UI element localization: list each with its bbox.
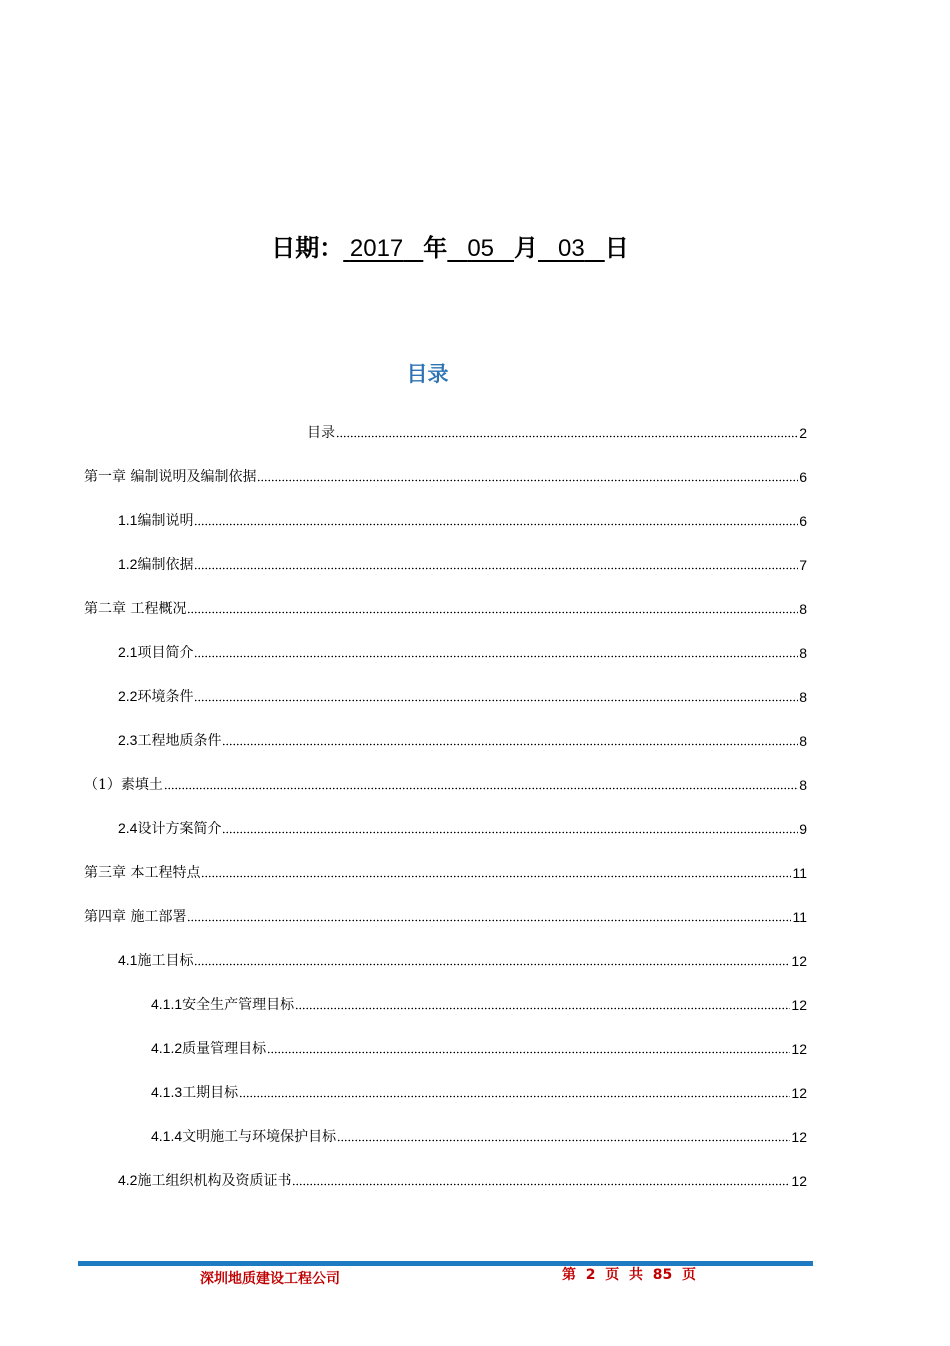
toc-entry[interactable] (307, 418, 807, 442)
toc-entry[interactable] (84, 462, 807, 486)
toc-entry[interactable]: 4.1施工目标 12 (118, 952, 807, 969)
toc-entry-title: 编制依据 (137, 557, 194, 573)
footer-page-number: 第 2 页 共 85 页 (562, 1267, 696, 1283)
toc-entry-title: 第三章 本工程特点 (84, 865, 201, 881)
toc-entry-page: 11 (792, 909, 807, 925)
toc-entry-page: 6 (799, 513, 807, 529)
toc-leader (164, 787, 798, 790)
date-day-unit: 日 (604, 234, 629, 262)
toc-entry-title: （1）素填土 (84, 777, 163, 793)
toc-entry-page: 11 (792, 865, 807, 881)
toc-entry[interactable]: 2.3工程地质条件 8 (118, 732, 807, 749)
toc-entry-title: 文明施工与环境保护目标 (182, 1129, 337, 1145)
toc-entry[interactable]: 1.1编制说明 6 (118, 512, 807, 529)
toc-entry-title: 工程地质条件 (137, 733, 222, 749)
date-label: 日期： (271, 234, 344, 262)
toc-entry-page: 12 (791, 953, 807, 969)
toc-leader (201, 875, 791, 878)
toc-entry-page: 12 (791, 1173, 807, 1189)
toc-entry-page: 8 (799, 777, 807, 793)
toc-entry-title: 质量管理目标 (182, 1041, 267, 1057)
toc-entry[interactable]: 2.1项目简介 8 (118, 644, 807, 661)
toc-leader (194, 567, 798, 570)
toc-entry-page: 8 (799, 601, 807, 617)
toc-leader (222, 743, 798, 746)
toc-entry-title: 第二章 工程概况 (84, 601, 187, 617)
toc-entry[interactable] (84, 858, 807, 882)
toc-heading: 目录 (406, 362, 449, 386)
toc-entry[interactable]: 4.1.3工期目标 12 (151, 1084, 807, 1101)
toc-entry-title: 设计方案简介 (137, 821, 222, 837)
toc-entry[interactable] (84, 770, 807, 794)
toc-entry-title: 目录 (307, 425, 335, 441)
toc-leader (292, 1183, 790, 1186)
toc-entry-page: 8 (799, 689, 807, 705)
date-line (0, 228, 900, 263)
toc-entry-page: 12 (791, 1129, 807, 1145)
toc-entry-page: 12 (791, 1041, 807, 1057)
toc-leader (194, 655, 798, 658)
toc-entry-page: 8 (799, 733, 807, 749)
toc-entry-page: 12 (791, 1085, 807, 1101)
toc-entry[interactable]: 4.1.1安全生产管理目标 12 (151, 996, 807, 1013)
toc-leader (187, 611, 798, 614)
toc-leader (337, 1139, 790, 1142)
toc-entry[interactable]: 1.2编制依据 7 (118, 556, 807, 573)
toc-leader (194, 523, 798, 526)
toc-entry-title: 第一章 编制说明及编制依据 (84, 469, 257, 485)
toc-entry-page: 2 (799, 425, 807, 441)
toc-entry-page: 8 (799, 645, 807, 661)
date-month: 05 (467, 235, 495, 262)
toc-leader (336, 435, 798, 438)
toc-leader (267, 1051, 790, 1054)
toc-entry-title: 项目简介 (137, 645, 194, 661)
toc-entry-title: 施工目标 (137, 953, 194, 969)
toc-entry-page: 7 (799, 557, 807, 573)
toc-entry-page: 6 (799, 469, 807, 485)
toc-entry-page: 12 (791, 997, 807, 1013)
toc-entry[interactable]: 4.1.2质量管理目标 12 (151, 1040, 807, 1057)
toc-leader (222, 831, 798, 834)
toc-leader (187, 919, 791, 922)
toc-leader (257, 479, 798, 482)
toc-leader (194, 699, 798, 702)
toc-entry-title: 工期目标 (182, 1085, 239, 1101)
toc-entry[interactable] (84, 594, 807, 618)
date-year-unit: 年 (423, 234, 448, 262)
footer-company: 深圳地质建设工程公司 (200, 1271, 340, 1287)
toc-entry-page: 9 (799, 821, 807, 837)
toc-entry-title: 第四章 施工部署 (84, 909, 187, 925)
toc-leader (239, 1095, 790, 1098)
toc-entry-title: 安全生产管理目标 (182, 997, 295, 1013)
date-day: 03 (558, 235, 585, 262)
toc-entry[interactable]: 4.2施工组织机构及资质证书 12 (118, 1172, 807, 1189)
toc-entry-title: 环境条件 (137, 689, 194, 705)
toc-entry[interactable] (84, 902, 807, 926)
toc-entry-title: 编制说明 (137, 513, 194, 529)
toc-entry-title: 施工组织机构及资质证书 (137, 1173, 292, 1189)
toc-entry[interactable]: 2.4设计方案简介 9 (118, 820, 807, 837)
date-year: 2017 (349, 235, 404, 262)
toc-leader (295, 1007, 790, 1010)
toc-entry[interactable]: 4.1.4文明施工与环境保护目标 12 (151, 1128, 807, 1145)
toc-entry[interactable]: 2.2环境条件 8 (118, 688, 807, 705)
date-month-unit: 月 (514, 234, 539, 262)
toc-leader (194, 963, 790, 966)
footer-divider (78, 1261, 813, 1266)
